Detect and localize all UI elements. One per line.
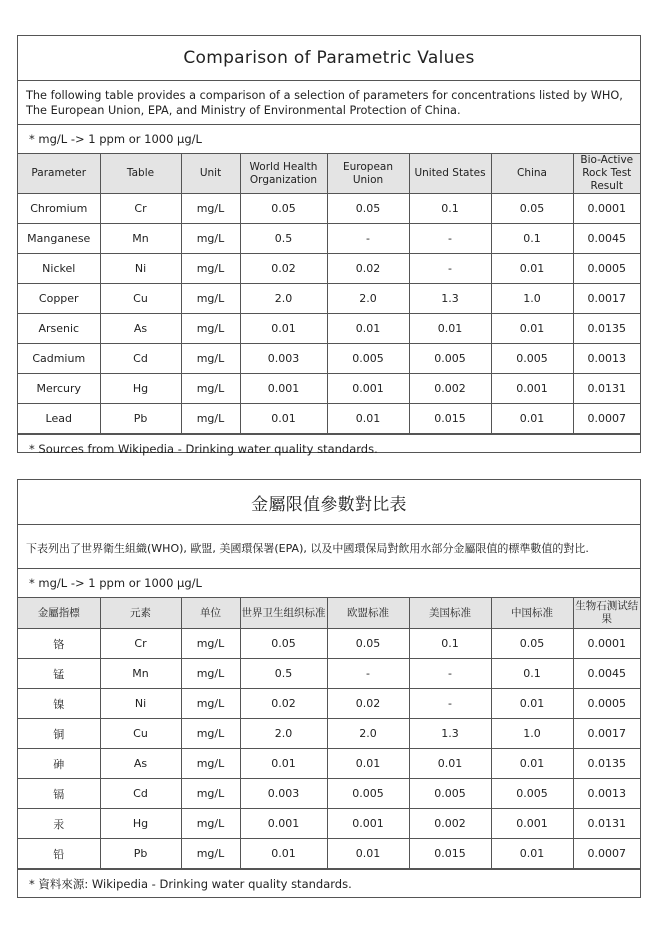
table-cell: As: [100, 314, 181, 344]
table-cell: 1.0: [491, 284, 573, 314]
table-cell: 2.0: [240, 719, 327, 749]
table-cell: mg/L: [181, 689, 240, 719]
source-footnote: * Sources from Wikipedia - Drinking water quality standards.: [18, 434, 640, 463]
table-cell: mg/L: [181, 194, 240, 224]
table-cell: 0.01: [240, 314, 327, 344]
table-cell: Manganese: [18, 224, 100, 254]
column-header: 金屬指標: [18, 598, 100, 629]
table-cell: 镉: [18, 779, 100, 809]
table-cell: mg/L: [181, 374, 240, 404]
table-row: [18, 659, 640, 689]
table-cell: 0.005: [491, 779, 573, 809]
table-cell: 0.0135: [573, 749, 640, 779]
table-cell: 0.0135: [573, 314, 640, 344]
table-cell: 0.01: [409, 749, 491, 779]
table-row: [18, 719, 640, 749]
panel-title: 金屬限值參數對比表: [18, 480, 640, 525]
table-cell: 0.01: [409, 314, 491, 344]
table-cell: 0.0001: [573, 629, 640, 659]
table-cell: 0.1: [409, 629, 491, 659]
table-cell: 0.001: [240, 374, 327, 404]
table-cell: As: [100, 749, 181, 779]
table-cell: 0.05: [240, 629, 327, 659]
table-cell: 0.02: [240, 689, 327, 719]
table-cell: Arsenic: [18, 314, 100, 344]
column-header: United States: [409, 154, 491, 194]
table-cell: 1.3: [409, 719, 491, 749]
table-cell: Hg: [100, 809, 181, 839]
table-cell: -: [409, 224, 491, 254]
table-cell: Chromium: [18, 194, 100, 224]
table-cell: Copper: [18, 284, 100, 314]
table-row: [18, 839, 640, 869]
table-cell: 1.3: [409, 284, 491, 314]
table-row: [18, 284, 640, 314]
table-cell: 0.05: [240, 194, 327, 224]
table-cell: -: [409, 254, 491, 284]
table-row: [18, 629, 640, 659]
table-cell: mg/L: [181, 404, 240, 434]
table-cell: 0.0017: [573, 284, 640, 314]
table-cell: 铬: [18, 629, 100, 659]
table-cell: 0.01: [491, 749, 573, 779]
table-cell: 0.01: [327, 314, 409, 344]
table-cell: mg/L: [181, 344, 240, 374]
table-cell: 0.01: [240, 404, 327, 434]
table-cell: 铜: [18, 719, 100, 749]
table-cell: 0.01: [491, 254, 573, 284]
table-cell: 0.05: [327, 194, 409, 224]
table-cell: 0.0005: [573, 254, 640, 284]
intro-text: The following table provides a comparison of a selection of parameters for concentrations listed by WHO, The European Union, EPA, and Ministry of Environmental Protection of China.: [18, 81, 640, 125]
table-cell: Ni: [100, 689, 181, 719]
table-cell: Pb: [100, 404, 181, 434]
table-row: [18, 194, 640, 224]
table-row: [18, 404, 640, 434]
table-cell: mg/L: [181, 779, 240, 809]
table-cell: Ni: [100, 254, 181, 284]
table-cell: mg/L: [181, 659, 240, 689]
table-row: [18, 749, 640, 779]
table-cell: mg/L: [181, 839, 240, 869]
table-cell: Mn: [100, 224, 181, 254]
table-cell: 0.005: [409, 779, 491, 809]
table-cell: -: [327, 224, 409, 254]
table-cell: 2.0: [327, 284, 409, 314]
table-row: [18, 224, 640, 254]
table-cell: 0.0005: [573, 689, 640, 719]
source-footnote: * 資料來源: Wikipedia - Drinking water quality standards.: [18, 869, 640, 898]
unit-note: * mg/L -> 1 ppm or 1000 μg/L: [18, 125, 640, 154]
table-cell: 0.001: [327, 809, 409, 839]
table-cell: 0.001: [327, 374, 409, 404]
table-cell: -: [409, 689, 491, 719]
column-header: 世界卫生组织标准: [240, 598, 327, 629]
table-cell: Cu: [100, 284, 181, 314]
table-cell: 0.005: [327, 779, 409, 809]
english-comparison-panel: [17, 35, 641, 456]
comparison-table: [18, 154, 640, 434]
table-cell: 0.5: [240, 224, 327, 254]
table-cell: 0.0001: [573, 194, 640, 224]
table-cell: mg/L: [181, 224, 240, 254]
table-cell: 0.01: [491, 314, 573, 344]
table-cell: 0.02: [327, 254, 409, 284]
table-cell: 0.0013: [573, 779, 640, 809]
table-cell: 0.003: [240, 779, 327, 809]
table-cell: 0.01: [491, 839, 573, 869]
table-cell: 0.0007: [573, 404, 640, 434]
column-header: 生物石测试结果: [573, 598, 640, 629]
table-cell: 0.01: [240, 839, 327, 869]
table-cell: 0.001: [491, 374, 573, 404]
table-cell: Mn: [100, 659, 181, 689]
table-cell: 0.015: [409, 839, 491, 869]
table-cell: Cr: [100, 629, 181, 659]
column-header: 中国标准: [491, 598, 573, 629]
panel-title: Comparison of Parametric Values: [18, 36, 640, 81]
table-cell: 0.1: [491, 224, 573, 254]
table-row: [18, 689, 640, 719]
table-cell: mg/L: [181, 314, 240, 344]
table-cell: 0.01: [327, 749, 409, 779]
table-cell: Cd: [100, 779, 181, 809]
table-cell: 0.005: [409, 344, 491, 374]
column-header: Bio-Active Rock Test Result: [573, 154, 640, 194]
table-row: [18, 374, 640, 404]
table-cell: mg/L: [181, 629, 240, 659]
table-cell: 0.01: [491, 689, 573, 719]
table-cell: Cu: [100, 719, 181, 749]
table-cell: 镍: [18, 689, 100, 719]
column-header: China: [491, 154, 573, 194]
table-cell: 0.005: [327, 344, 409, 374]
table-cell: 砷: [18, 749, 100, 779]
table-cell: 0.0131: [573, 374, 640, 404]
column-header: World Health Organization: [240, 154, 327, 194]
table-cell: 0.02: [327, 689, 409, 719]
table-cell: 0.01: [327, 404, 409, 434]
table-cell: 0.02: [240, 254, 327, 284]
column-header: European Union: [327, 154, 409, 194]
table-cell: 铅: [18, 839, 100, 869]
table-cell: 0.01: [491, 404, 573, 434]
intro-text: 下表列出了世界衛生組織(WHO), 歐盟, 美國環保署(EPA), 以及中國環保局對飲用水部分金屬限值的標準數值的對比.: [18, 525, 640, 569]
table-cell: 0.0045: [573, 659, 640, 689]
table-cell: Cd: [100, 344, 181, 374]
unit-note: * mg/L -> 1 ppm or 1000 μg/L: [18, 569, 640, 598]
table-cell: Nickel: [18, 254, 100, 284]
table-cell: 0.015: [409, 404, 491, 434]
table-cell: 0.0131: [573, 809, 640, 839]
table-cell: Mercury: [18, 374, 100, 404]
table-header-row: [18, 154, 640, 194]
table-cell: 0.001: [240, 809, 327, 839]
table-cell: 0.05: [327, 629, 409, 659]
table-cell: 0.0007: [573, 839, 640, 869]
table-cell: Pb: [100, 839, 181, 869]
column-header: 美国标准: [409, 598, 491, 629]
table-cell: mg/L: [181, 719, 240, 749]
table-row: [18, 254, 640, 284]
table-cell: 0.1: [491, 659, 573, 689]
table-cell: 0.01: [327, 839, 409, 869]
table-cell: 0.5: [240, 659, 327, 689]
column-header: 单位: [181, 598, 240, 629]
comparison-table: [18, 598, 640, 869]
table-cell: Lead: [18, 404, 100, 434]
table-cell: 0.001: [491, 809, 573, 839]
table-cell: -: [409, 659, 491, 689]
table-cell: 1.0: [491, 719, 573, 749]
table-cell: -: [327, 659, 409, 689]
column-header: Table: [100, 154, 181, 194]
column-header: Parameter: [18, 154, 100, 194]
table-cell: 汞: [18, 809, 100, 839]
table-cell: mg/L: [181, 809, 240, 839]
table-cell: mg/L: [181, 284, 240, 314]
table-cell: 0.0013: [573, 344, 640, 374]
table-cell: 0.002: [409, 374, 491, 404]
table-cell: Cadmium: [18, 344, 100, 374]
table-row: [18, 314, 640, 344]
table-row: [18, 344, 640, 374]
table-cell: mg/L: [181, 254, 240, 284]
table-cell: 0.0045: [573, 224, 640, 254]
table-cell: 2.0: [240, 284, 327, 314]
table-cell: 0.002: [409, 809, 491, 839]
table-cell: mg/L: [181, 749, 240, 779]
column-header: Unit: [181, 154, 240, 194]
table-cell: 0.01: [240, 749, 327, 779]
table-cell: Hg: [100, 374, 181, 404]
table-cell: 0.0017: [573, 719, 640, 749]
table-cell: 0.1: [409, 194, 491, 224]
table-cell: 0.05: [491, 194, 573, 224]
table-header-row: [18, 598, 640, 629]
column-header: 元素: [100, 598, 181, 629]
table-cell: 2.0: [327, 719, 409, 749]
table-cell: Cr: [100, 194, 181, 224]
table-cell: 0.05: [491, 629, 573, 659]
table-row: [18, 779, 640, 809]
chinese-comparison-panel: [17, 479, 641, 898]
table-row: [18, 809, 640, 839]
table-cell: 锰: [18, 659, 100, 689]
column-header: 欧盟标准: [327, 598, 409, 629]
table-cell: 0.005: [491, 344, 573, 374]
table-cell: 0.003: [240, 344, 327, 374]
